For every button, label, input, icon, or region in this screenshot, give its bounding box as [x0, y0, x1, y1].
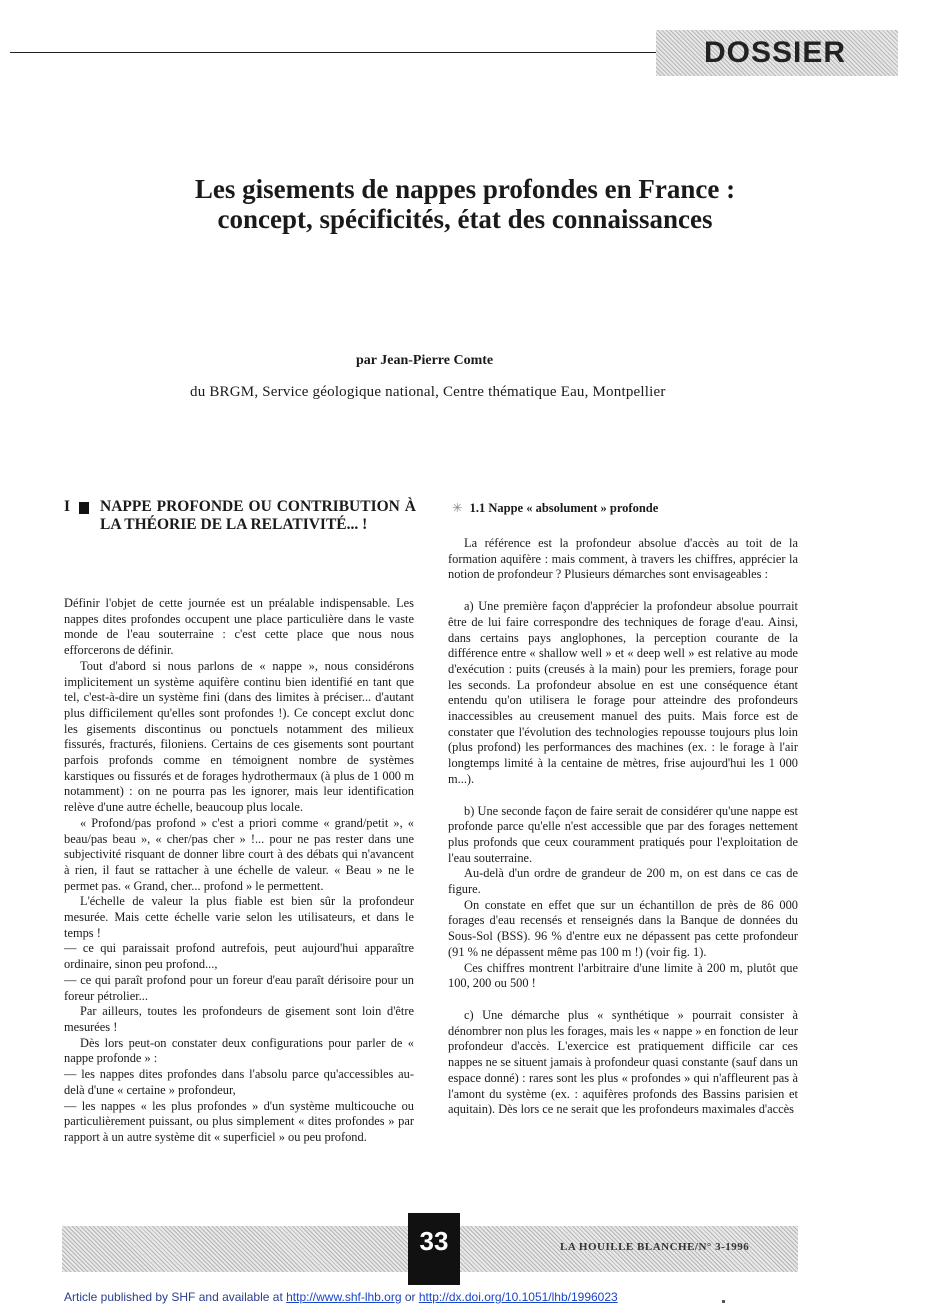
- section-number: I: [64, 498, 71, 515]
- article-title: [60, 174, 870, 234]
- subsection-title: Nappe « absolument » profonde: [488, 501, 659, 515]
- paragraph: — ce qui paraît profond pour un foreur d'eau paraît dérisoire pour un foreur pétrolier...: [64, 972, 414, 1003]
- paragraph: Définir l'objet de cette journée est un préalable indispensable. Les nappes dites profondes occupent une place particulière dans le vaste monde de l'eau souterraine : c'est cette place que nous nous efforcerons de définir.: [64, 596, 414, 658]
- paragraph: L'échelle de valeur la plus fiable est bien sûr la profondeur mesurée. Mais cette échelle varie selon les utilisateurs, et dans le temps !: [64, 894, 414, 940]
- paragraph: Dès lors peut-on constater deux configurations pour parler de « nappe profonde » :: [64, 1035, 414, 1066]
- dossier-label: DOSSIER: [703, 36, 846, 69]
- paragraph: — les nappes « les plus profondes » d'un système multicouche ou particulièrement puissant, ou plus simplement « dites profondes » par rapport à un autre système dit « superficiel » ou peu profond.: [64, 1098, 414, 1144]
- page-number: 33: [419, 1226, 449, 1256]
- paragraph: Tout d'abord si nous parlons de « nappe », nous considérons implicitement un système aquifère continu bien identifié en tant que tel, c'est-à-dire un système fini (dans des limites à préciser... d'autant plus difficilement qu'elles sont profondes !). Ce concept exclut donc les gisements discontinus ou ponctuels notamment des milieux fissurés, fracturés, filoniens. Certains de ces gisements sont pourtant parfois profonds comme en témoignent nombre de systèmes karstiques ou fissurés et de forages hydrothermaux (à plus de 1 000 m notamment) : on ne pourra pas les ignorer, mais leur identification relève d'une autre échelle, beaucoup plus locale.: [64, 658, 414, 815]
- stray-dot: [722, 1300, 725, 1303]
- left-column: [64, 596, 414, 1146]
- margin-mark-icon: ✳: [452, 501, 463, 515]
- dossier-banner: [656, 30, 898, 76]
- paragraph: Au-delà d'un ordre de grandeur de 200 m, on est dans ce cas de figure.: [448, 866, 798, 897]
- title-line-1: Les gisements de nappes profondes en France :: [194, 174, 736, 204]
- paragraph: b) Une seconde façon de faire serait de considérer qu'une nappe est profonde parce qu'elle n'est accessible que par des forages nettement plus profonds que ceux couramment pratiqués pour l'exploitation de l'eau souterraine.: [448, 803, 798, 865]
- paragraph: Par ailleurs, toutes les profondeurs de gisement sont loin d'être mesurées !: [64, 1004, 414, 1034]
- journal-name: LA HOUILLE BLANCHE/N° 3-1996: [560, 1241, 750, 1253]
- shf-link[interactable]: http://www.shf-lhb.org: [286, 1290, 402, 1304]
- author-name: par Jean-Pierre Comte: [356, 353, 494, 368]
- doi-link[interactable]: http://dx.doi.org/10.1051/lhb/1996023: [418, 1290, 618, 1304]
- right-column: [448, 536, 798, 1118]
- section-heading-text: NAPPE PROFONDE OU CONTRIBUTION À LA THÉORIE DE LA RELATIVITÉ... !: [100, 498, 416, 533]
- paragraph: c) Une démarche plus « synthétique » pourrait consister à dénombrer non plus les forages, mais les « nappe » en fonction de leur profondeur d'accès. L'exercice est pratiquement difficile car ces nappes ne se situent jamais à profondeur quasi constante (sauf dans un espace donné) : rares sont les plus « profondes » qui n'affleurent pas à l'amont du système (ex. : aquifères profonds des Bassins parisien et aquitain). Dès lors ce ne serait que les profondeurs maximales d'accès: [448, 1007, 798, 1117]
- credit-text: Article published by SHF and available at: [64, 1290, 287, 1304]
- section-square-icon: [79, 502, 89, 514]
- subsection-number: 1.1: [469, 501, 486, 515]
- paragraph: « Profond/pas profond » c'est a priori comme « grand/petit », « beau/pas beau », « cher/pas cher » !... pour ne pas rester dans une subjectivité risquant de donner libre court à des débats qui n'avancent à rien, il faut se rattacher à une échelle de valeur. « Beau » ne le permet pas. « Grand, cher... profond » le permettent.: [64, 815, 414, 893]
- paragraph: La référence est la profondeur absolue d'accès au toit de la formation aquifère : mais comment, à travers les chiffres, apprécier la notion de profondeur ? Plusieurs démarches sont envisageables :: [448, 536, 798, 582]
- header-rule: [10, 52, 658, 53]
- paragraph: a) Une première façon d'apprécier la profondeur absolue pourrait être de lui faire correspondre des techniques de forage d'eau. Ainsi, dans certains pays anglophones, la perception courante de la différence entre « shallow well » et « deep well » est relative au mode d'exécution : puits (creusés à la main) pour les premiers, forage pour les seconds. La profondeur absolue en est une conséquence étant entendu qu'on utilisera le forage pour atteindre des profondeurs inaccessibles au creusement manuel des puits. Mais force est de constater que l'évolution des technologies repousse toujours plus loin (plus profond) les performances des machines (ex. : le forage à l'air longtemps limité à la centaine de mètres, frise aujourd'hui les 1 000 m...).: [448, 599, 798, 786]
- publication-credit: [64, 1290, 618, 1304]
- paragraph: On constate en effet que sur un échantillon de près de 86 000 forages d'eau recensés et renseignés dans la Banque de données du Sous-Sol (BSS). 96 % d'entre eux ne dépassent pas cette profondeur (91 % ne dépassent même pas 100 m !) (voir fig. 1).: [448, 897, 798, 959]
- title-line-2: concept, spécificités, état des connaissances: [217, 204, 713, 234]
- paragraph: Ces chiffres montrent l'arbitraire d'une limite à 200 m, plutôt que 100, 200 ou 500 !: [448, 960, 798, 991]
- author-affiliation: du BRGM, Service géologique national, Centre thématique Eau, Montpellier: [190, 384, 666, 400]
- credit-or: or: [401, 1290, 419, 1304]
- section-heading: [64, 498, 416, 534]
- subsection-heading: [452, 500, 658, 516]
- paragraph: — les nappes dites profondes dans l'absolu parce qu'accessibles au-delà d'une « certaine » profondeur,: [64, 1067, 414, 1097]
- paragraph: — ce qui paraissait profond autrefois, peut aujourd'hui apparaître ordinaire, sinon peu profond...,: [64, 941, 414, 972]
